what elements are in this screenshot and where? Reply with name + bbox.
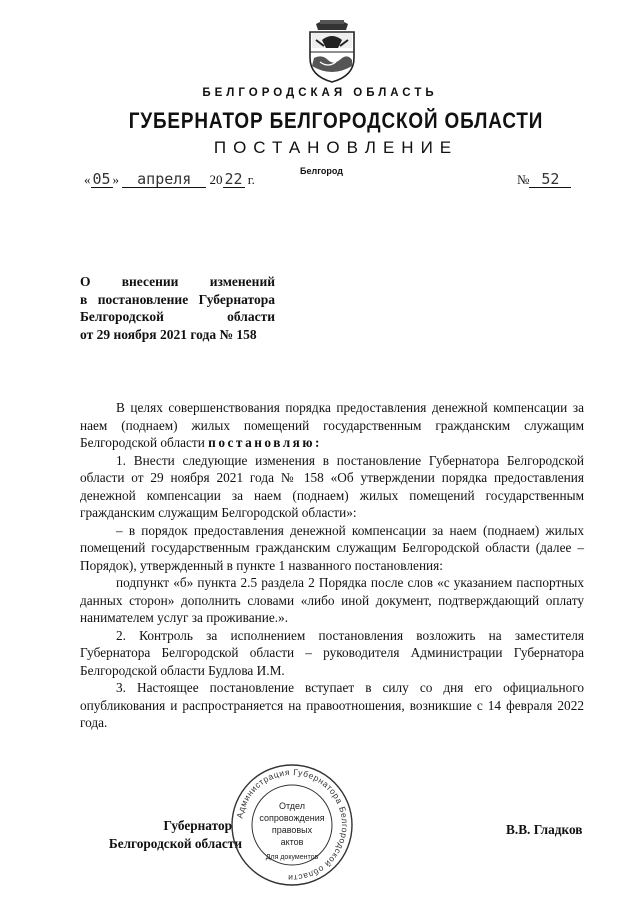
city-label: Белгород bbox=[300, 166, 343, 176]
subject-line-1: О внесении изменений bbox=[80, 274, 275, 289]
stamp-line-3: правовых bbox=[271, 825, 313, 835]
paragraph-item-3: 3. Настоящее постановление вступает в силу со дня его официального опубликования и распространяется на правоотношения, возникшие с 14 февраля 2022 года. bbox=[80, 680, 584, 730]
signatory-title bbox=[80, 817, 242, 852]
paragraph-item-1: 1. Внести следующие изменения в постановление Губернатора Белгородской области от 29 ноября 2021 года № 158 «Об утверждении порядка предоставления денежной компенсации за наем (поднаем) жилых помещений государственным гражданским служащим Белгородской области»: bbox=[80, 452, 584, 520]
subject-line-4: от 29 ноября 2021 года № 158 bbox=[80, 326, 257, 342]
preamble-text: В целях совершенствования порядка предоставления денежной компенсации за наем (поднаем) жилых помещений государственным гражданским служащим Белгородской области bbox=[80, 400, 584, 450]
number-label: № bbox=[517, 172, 530, 187]
date-open-quote: « bbox=[84, 172, 91, 187]
date-year-suffix: 22 bbox=[224, 170, 243, 188]
governor-heading: ГУБЕРНАТОР БЕЛГОРОДСКОЙ ОБЛАСТИ bbox=[128, 108, 544, 133]
paragraph-item-2: 2. Контроль за исполнением постановления возложить на заместителя Губернатора Белгородской области – руководителя Администрации Губернатора Белгородской области Будлова И.М. bbox=[80, 627, 584, 678]
signatory-title-line-2: Белгородской области bbox=[108, 835, 242, 851]
subject-line-2: в постановление Губернатора bbox=[80, 291, 275, 307]
stamp-line-1: Отдел bbox=[278, 801, 306, 811]
document-number: 52 bbox=[529, 172, 571, 188]
region-name: БЕЛГОРОДСКАЯ ОБЛАСТЬ bbox=[202, 87, 438, 99]
legal-department-stamp bbox=[230, 763, 354, 887]
coat-of-arms-emblem bbox=[302, 18, 362, 84]
date-year-label: г. bbox=[247, 172, 255, 187]
date-year-prefix: 20 bbox=[209, 172, 223, 187]
date-month: апреля bbox=[122, 172, 206, 188]
stamp-line-2: сопровождения bbox=[259, 813, 325, 823]
document-number-field bbox=[517, 172, 571, 188]
signatory-name: В.В. Гладков bbox=[506, 822, 583, 837]
resolve-keyword: постановляю: bbox=[208, 435, 322, 450]
document-body bbox=[80, 399, 584, 732]
date-field bbox=[84, 172, 255, 188]
paragraph-amendment: – в порядок предоставления денежной компенсации за наем (поднаем) жилых помещений государственным гражданским служащим Белгородской области (далее – Порядок), утвержденный в пункте 1 названного постановления: bbox=[80, 522, 584, 573]
paragraph-preamble bbox=[80, 399, 584, 452]
date-close-quote: » bbox=[112, 172, 119, 187]
stamp-bottom-text: Для документов bbox=[265, 854, 319, 861]
stamp-ring-text: Администрация Губернатора Белгородской области bbox=[234, 766, 351, 884]
signatory-title-line-1: Губернатор bbox=[163, 818, 232, 833]
subject-line-3: Белгородской области bbox=[80, 309, 275, 324]
date-day: 05 bbox=[92, 170, 111, 188]
document-type-title: ПОСТАНОВЛЕНИЕ bbox=[213, 138, 459, 157]
paragraph-subclause: подпункт «б» пункта 2.5 раздела 2 Порядка после слов «с указанием паспортных данных сторон» дополнить словами «либо иной документ, подтверждающий оплату нанимателем услуг за проживание.». bbox=[80, 575, 584, 625]
document-subject bbox=[80, 273, 275, 343]
stamp-line-4: актов bbox=[280, 837, 304, 847]
